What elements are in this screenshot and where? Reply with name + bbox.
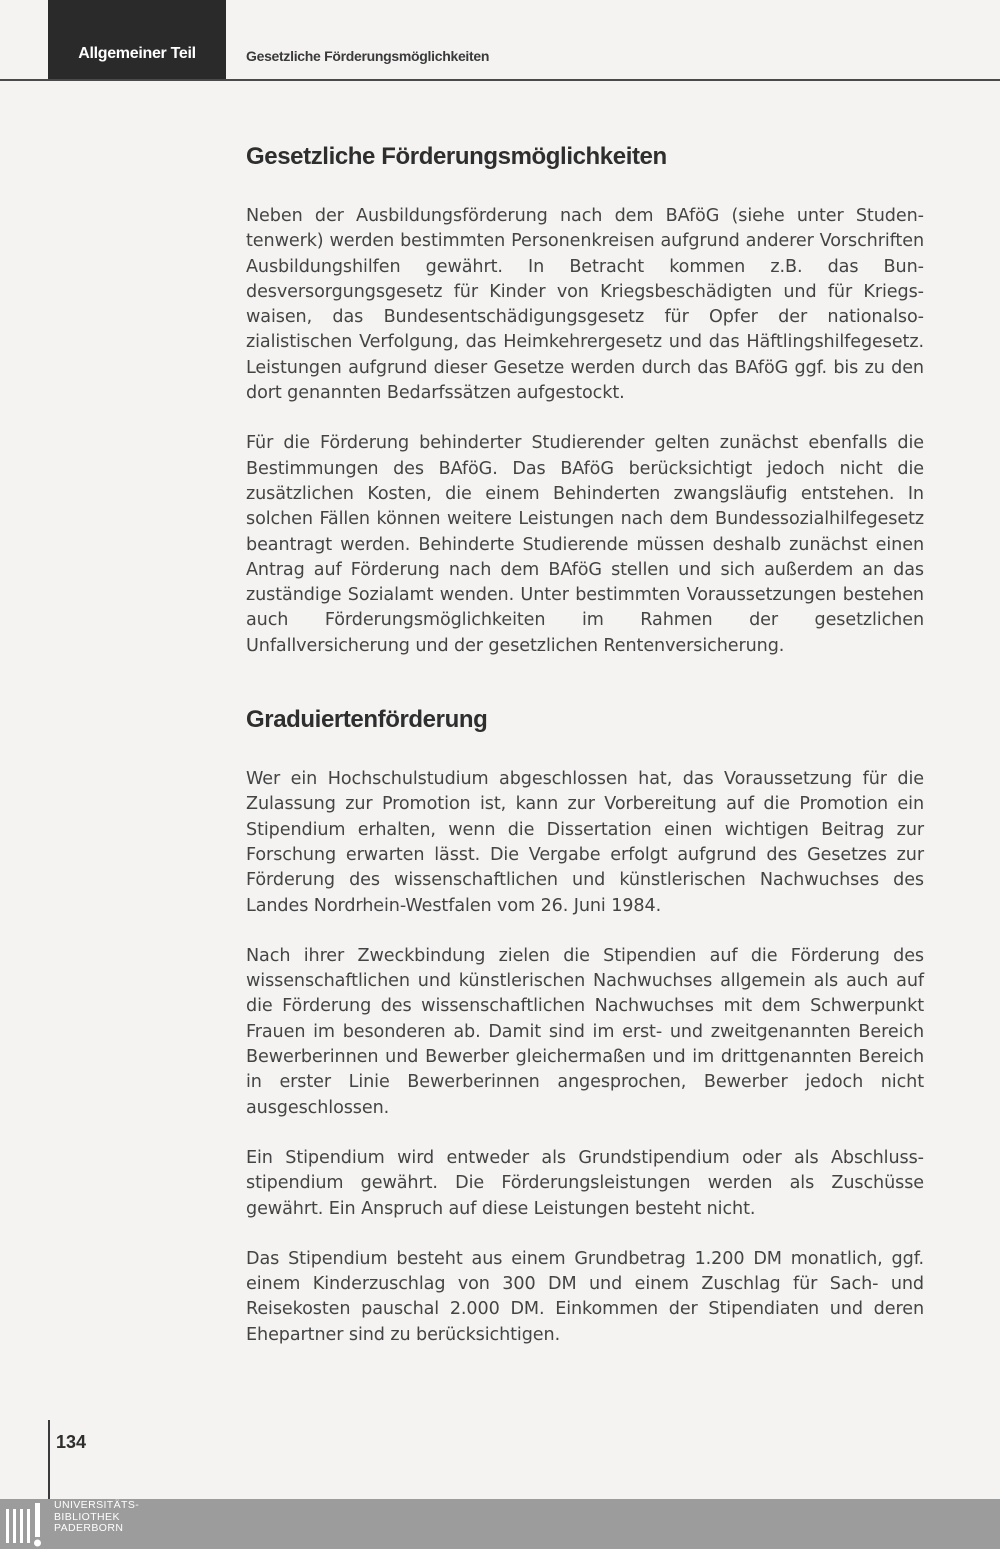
library-barcode-logo-icon	[4, 1503, 48, 1547]
header-chapter-label: Allgemeiner Teil	[78, 45, 196, 62]
paragraph: Ein Stipendium wird entweder als Grundstipendium oder als Abschlussstipendium gewährt. Die Förderungsleistungen werden als Zuschüsse gewährt. Ein Anspruch auf diese Leistungen besteht nicht.	[246, 1147, 924, 1219]
library-watermark-bar	[0, 1499, 1000, 1549]
paragraph: Nach ihrer Zweckbindung zielen die Stipendien auf die Förderung des wissenschaftlichen und künstlerischen Nachwuchses allgemein als auch auf die Förderung des wissenschaftlichen Nachwuchses mit dem Schwerpunkt Frauen im besonderen ab. Damit sind im erst- und zweitgenannten Bereich Bewerberinnen und Bewerber gleichermaßen und im drittgenannten Bereich in erster Linie Bewerberinnen angesprochen, Bewerber jedoch nicht ausgeschlossen.	[246, 945, 924, 1118]
paragraph: Neben der Ausbildungsförderung nach dem BAföG (siehe unter Studentenwerk) werden bestimmten Personenkreisen aufgrund anderer Vorschriften Ausbildungshilfen gewährt. In Betracht kommen z.B. das Bundesversorgungsgesetz für Kinder von Kriegsbeschädigten und für Kriegswaisen, das Bundesentschädigungsgesetz für Opfer der nationalsozialistischen Verfolgung, das Heimkehrergesetz und das Häftlingshilfegesetz. Leistungen aufgrund dieser Gesetze werden durch das BAföG ggf. bis zu den dort genannten Bedarfssätzen aufgestockt.	[246, 206, 924, 404]
library-name-line: BIBLIOTHEK	[54, 1510, 120, 1523]
paragraph: Das Stipendium besteht aus einem Grundbetrag 1.200 DM monatlich, ggf. einem Kinderzuschlag von 300 DM und einem Zuschlag für Sach- und Reisekosten pauschal 2.000 DM. Einkommen der Stipendiaten und deren Ehepartner sind zu berücksichtigen.	[246, 1248, 924, 1345]
page-number-rule	[48, 1420, 50, 1499]
library-name-line: PADERBORN	[54, 1522, 124, 1534]
paragraph: Wer ein Hochschulstudium abgeschlossen hat, das Voraussetzung für die Zulassung zur Promotion ist, kann zur Vorbereitung auf die Promotion ein Stipendium erhalten, wenn die Dissertation einen wichtigen Beitrag zur Forschung erwarten lässt. Die Vergabe erfolgt aufgrund des Gesetzes zur Förderung des wissenschaftlichen und künstlerischen Nachwuchses des Landes Nordrhein-Westfalen vom 26. Juni 1984.	[246, 769, 924, 916]
main-content	[246, 140, 924, 1348]
header-divider	[0, 79, 1000, 81]
library-name-line: UNIVERSITÄTS-	[54, 1499, 140, 1511]
section-title-graduierten: Graduiertenförderung	[246, 706, 488, 734]
header-section-label: Gesetzliche Förderungsmöglichkeiten	[246, 48, 490, 64]
page-number: 134	[56, 1432, 87, 1452]
library-name	[54, 1500, 139, 1535]
paragraph: Für die Förderung behinderter Studierender gelten zunächst ebenfalls die Bestimmungen des BAföG. Das BAföG berücksichtigt jedoch nicht die zusätzlichen Kosten, die einem Behinderten zwangsläufig entstehen. In solchen Fällen können weitere Leistungen nach dem Bundessozialhilfegesetz beantragt werden. Behinderte Studierende müssen deshalb zunächst einen Antrag auf Förderung nach dem BAföG stellen und sich außerdem an das zuständige Sozialamt wenden. Unter bestimmten Voraussetzungen bestehen auch Förderungsmöglichkeiten im Rahmen der gesetzlichen Unfallversicherung und der gesetzlichen Rentenversicherung.	[246, 433, 924, 656]
section-title-gesetzliche: Gesetzliche Förderungsmöglichkeiten	[246, 143, 667, 170]
header-chapter-tab	[48, 0, 226, 80]
